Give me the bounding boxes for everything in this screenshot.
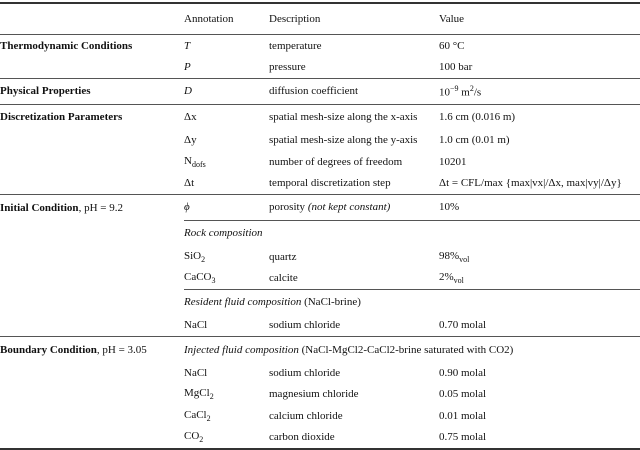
table-row: CaCO$_3$ calcite $2\%_{vol}$ bbox=[184, 270, 464, 286]
header-row bbox=[0, 3, 640, 35]
table-row: MgCl$_2$ magnesium chloride 0.05 molal bbox=[184, 387, 487, 402]
section-title: Initial Condition bbox=[0, 201, 79, 214]
table-row: SiO$_2$ quartz $98\%_{vol}$ bbox=[184, 249, 470, 264]
header-value: Value bbox=[439, 3, 640, 35]
table-row: NaCl sodium chloride 0.90 molal bbox=[184, 366, 487, 379]
subheading-row: Rock composition bbox=[0, 220, 640, 246]
header-description: Description bbox=[269, 3, 439, 35]
section-title: Boundary Condition bbox=[0, 343, 97, 356]
section-title: Discretization Parameters bbox=[0, 111, 123, 124]
table-row: Boundary Condition, pH = 3.05 Injected fluid composition (NaCl-MgCl2-CaCl2-brine saturated with CO2) bbox=[0, 337, 640, 363]
table-row: P pressure 100 bar bbox=[184, 61, 473, 74]
subheading-row: Resident fluid composition (NaCl-brine) bbox=[0, 289, 640, 315]
table-row: Discretization Parameters Δx spatial mesh-size along the x-axis 1.6 cm (0.016 m) bbox=[0, 104, 640, 130]
table-row: NaCl sodium chloride 0.70 molal bbox=[184, 319, 487, 332]
section-title: Thermodynamic Conditions bbox=[0, 39, 133, 52]
parameters-table bbox=[0, 2, 640, 450]
table-row: $CO_2$ carbon dioxide 0.75 molal bbox=[184, 429, 487, 445]
table-row: CaCl$_2$ calcium chloride 0.01 molal bbox=[184, 408, 487, 423]
table-row: Initial Condition, pH = 9.2 ϕ porosity (not kept constant) 10% bbox=[0, 194, 640, 220]
table-row: Thermodynamic Conditions T temperature 60 °C bbox=[0, 39, 465, 52]
header-annotation: Annotation bbox=[184, 3, 269, 35]
section-title: Physical Properties bbox=[0, 85, 91, 98]
table-row: $N_{dofs}$ number of degrees of freedom 10201 bbox=[184, 154, 467, 169]
table-row: Δy spatial mesh-size along the y-axis 1.0 cm (0.01 m) bbox=[184, 134, 510, 147]
table-row: Physical Properties D diffusion coefficient $10^{-9}$ $m^2/s$ bbox=[0, 78, 640, 104]
table-row: Δt temporal discretization step Δt = CFL/max {max|vx|/Δx, max|vy|/Δy} bbox=[184, 177, 622, 190]
